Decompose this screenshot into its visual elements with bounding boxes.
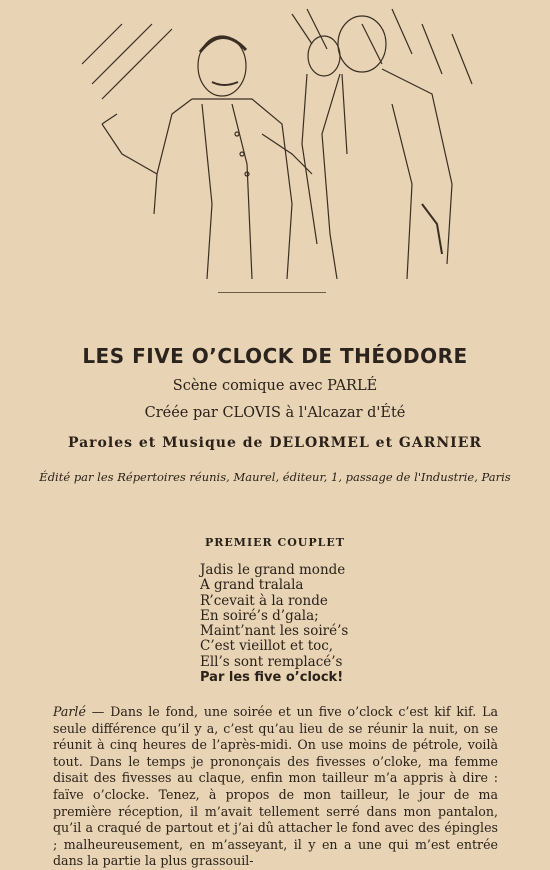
spoken-text: — Dans le fond, une soirée et un five o’clock c’est kif kif. La seule différence qu’il y a, c’est qu’au lieu de se réunir la nuit, on se réunit à cinq heures de l’après-midi. On use moins de pétrole, voilà tout. Dans le temps je prononçais des fivesses o’cloke, ma femme disait des fivesses au claque, enfin mon tailleur m’a appris à dire : faïve o’clocke. Tenez, à propos de mon tailleur, le jour de ma première réception, il m’avait tellement serré dans mon pantalon, qu’il a craqué de partout et j’ai dû attacher le fond avec des épingles ; malheureusement, en m’asseyant, il y en a une qui m’est entrée dans la partie la plus grassouil-: [53, 704, 498, 869]
divider: [218, 292, 326, 293]
subtitle: Scène comique avec PARLÉ: [172, 378, 378, 394]
verse-line: En soiré’s d’gala;: [200, 607, 319, 624]
couplet-heading: PREMIER COUPLET: [205, 536, 345, 549]
verse-line: Jadis le grand monde: [200, 562, 346, 578]
refrain-line: Par les five o’clock!: [200, 670, 344, 686]
verse-line: Ell’s sont remplacé’s: [200, 653, 343, 670]
spoken-label: Parlé: [53, 704, 86, 719]
verse-line: A grand tralala: [200, 577, 304, 594]
verse-line: Maint’nant les soiré’s: [200, 623, 349, 640]
verse: [200, 563, 348, 685]
publisher-line: Édité par les Répertoires réunis, Maurel, éditeur, 1, passage de l'Industrie, Paris: [39, 470, 511, 484]
verse-line: C’est vieillot et toc,: [200, 638, 334, 655]
verse-line: R’cevait à la ronde: [200, 592, 328, 609]
words-and-music: Paroles et Musique de DELORMEL et GARNIER: [67, 435, 483, 451]
page-title: LES FIVE O’CLOCK DE THÉODORE: [82, 344, 468, 368]
two-gentlemen-engraving-icon: [62, 4, 492, 279]
spoken-passage: [53, 704, 498, 870]
created-by: Créée par CLOVIS à l'Alcazar d'Été: [144, 405, 406, 421]
